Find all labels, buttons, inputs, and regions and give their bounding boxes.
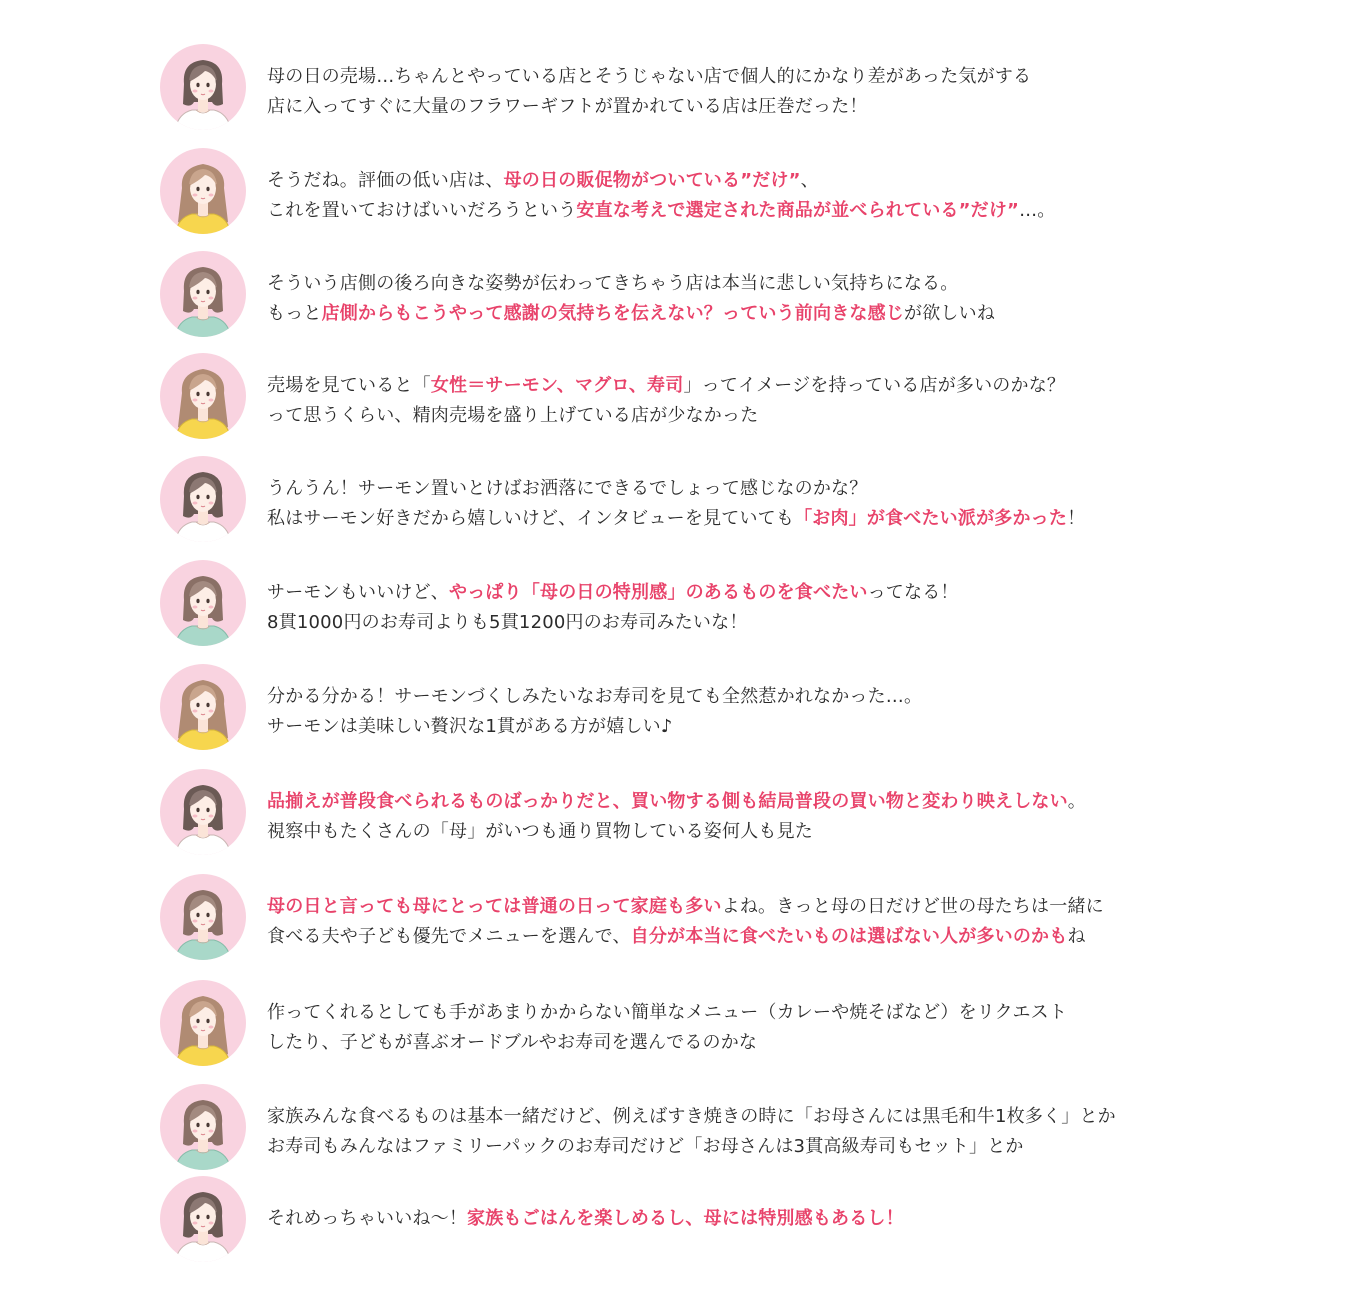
highlight-text: 店側からもこうやって感謝の気持ちを伝えない？っていう前向きな感じ [321,303,905,324]
avatar [160,874,246,960]
plain-text: 視察中もたくさんの「母」がいつも通り買物している姿何人も見た [267,821,813,842]
message-line [267,608,1347,638]
plain-text: もっと [267,303,322,324]
message-text [267,1102,1347,1162]
message-line [267,787,1347,817]
message-line [267,682,1347,712]
message-text [267,682,1347,742]
message-text [267,62,1347,122]
plain-text: それめっちゃいいね～！ [267,1208,468,1229]
plain-text: サーモンは美味しい贅沢な1貫がある方が嬉しい♪ [267,716,673,737]
plain-text: ね [1067,926,1086,947]
message-line [267,92,1347,122]
message-line [267,1132,1347,1162]
message-line [267,712,1347,742]
plain-text: 店に入ってすぐに大量のフラワーギフトが置かれている店は圧巻だった！ [267,96,868,117]
highlight-text: やっぱり「母の日の特別感」のあるものを食べたい [449,582,868,603]
plain-text: お寿司もみんなはファミリーパックのお寿司だけど「お母さんは3貫高級寿司もセット」とか [267,1136,1024,1157]
avatar [160,769,246,855]
highlight-text: 家族もごはんを楽しめるし、母には特別感もあるし！ [467,1208,904,1229]
message-row [160,664,1340,750]
plain-text: これを置いておけばいいだろうという [267,200,577,221]
message-row [160,560,1340,646]
message-line [267,1102,1347,1132]
plain-text: よね。きっと母の日だけど世の母たちは一緒に [721,896,1104,917]
plain-text: ってなる！ [867,582,959,603]
message-text [267,787,1347,847]
plain-text: そういう店側の後ろ向きな姿勢が伝わってきちゃう店は本当に悲しい気持ちになる。 [267,273,959,294]
message-line [267,269,1347,299]
message-row [160,251,1340,337]
message-line [267,1204,1347,1234]
message-line [267,578,1347,608]
avatar [160,44,246,130]
avatar [160,456,246,542]
plain-text: 食べる夫や子ども優先でメニューを選んで、 [267,926,631,947]
plain-text: 家族みんな食べるものは基本一緒だけど、例えばすき焼きの時に「お母さんには黒毛和牛1枚多く」とか [267,1106,1116,1127]
message-text [267,578,1347,638]
message-row [160,1084,1340,1170]
plain-text: 作ってくれるとしても手があまりかからない簡単なメニュー（カレーや焼そばなど）をリクエスト [267,1002,1068,1023]
message-text [267,166,1347,226]
message-line [267,922,1347,952]
avatar [160,560,246,646]
avatar [160,980,246,1066]
plain-text: 。 [1067,791,1086,812]
message-line [267,401,1347,431]
avatar [160,353,246,439]
plain-text: 母の日の売場…ちゃんとやっている店とそうじゃない店で個人的にかなり差があった気がする [267,66,1032,87]
highlight-text: 自分が本当に食べたいものは選ばない人が多いのかも [630,926,1068,947]
message-line [267,474,1347,504]
message-row [160,1176,1340,1262]
message-text [267,371,1347,431]
message-line [267,998,1347,1028]
plain-text: うんうん！サーモン置いとけばお洒落にできるでしょって感じなのかな？ [267,478,868,499]
message-text [267,998,1347,1058]
message-text [267,474,1347,534]
message-row [160,456,1340,542]
avatar [160,664,246,750]
message-row [160,44,1340,130]
plain-text: が欲しいね [904,303,996,324]
message-text [267,892,1347,952]
highlight-text: 母の日と言っても母にとっては普通の日って家庭も多い [267,896,722,917]
message-line [267,1028,1347,1058]
highlight-text: 安直な考えで選定された商品が並べられている”だけ” [576,200,1020,221]
avatar [160,1084,246,1170]
plain-text: したり、子どもが喜ぶオードブルやお寿司を選んでるのかな [267,1032,758,1053]
avatar [160,1176,246,1262]
plain-text: ！ [1067,508,1086,529]
message-line [267,196,1347,226]
highlight-text: 「お肉」が食べたい派が多かった [794,508,1068,529]
message-row [160,769,1340,855]
message-line [267,166,1347,196]
message-line [267,62,1347,92]
message-text [267,269,1347,329]
highlight-text: 母の日の販促物がついている”だけ” [503,170,801,191]
highlight-text: 女性＝サーモン、マグロ、寿司 [430,375,684,396]
plain-text: って思うくらい、精肉売場を盛り上げている店が少なかった [267,405,759,426]
message-line [267,299,1347,329]
plain-text: 売場を見ていると「 [267,375,431,396]
plain-text: そうだね。評価の低い店は、 [267,170,504,191]
plain-text: 私はサーモン好きだから嬉しいけど、インタビューを見ていても [267,508,795,529]
message-row [160,874,1340,960]
message-row [160,980,1340,1066]
plain-text: サーモンもいいけど、 [267,582,449,603]
avatar [160,148,246,234]
avatar [160,251,246,337]
message-row [160,353,1340,439]
plain-text: 」ってイメージを持っている店が多いのかな？ [683,375,1066,396]
message-row [160,148,1340,234]
plain-text: …。 [1019,200,1056,221]
plain-text: 分かる分かる！サーモンづくしみたいなお寿司を見ても全然惹かれなかった…。 [267,686,923,707]
message-line [267,892,1347,922]
message-text [267,1204,1347,1234]
plain-text: 、 [800,170,819,191]
plain-text: 8貫1000円のお寿司よりも5貫1200円のお寿司みたいな！ [267,612,748,633]
message-line [267,371,1347,401]
message-line [267,504,1347,534]
message-line [267,817,1347,847]
highlight-text: 品揃えが普段食べられるものばっかりだと、買い物する側も結局普段の買い物と変わり映えしない [267,791,1068,812]
